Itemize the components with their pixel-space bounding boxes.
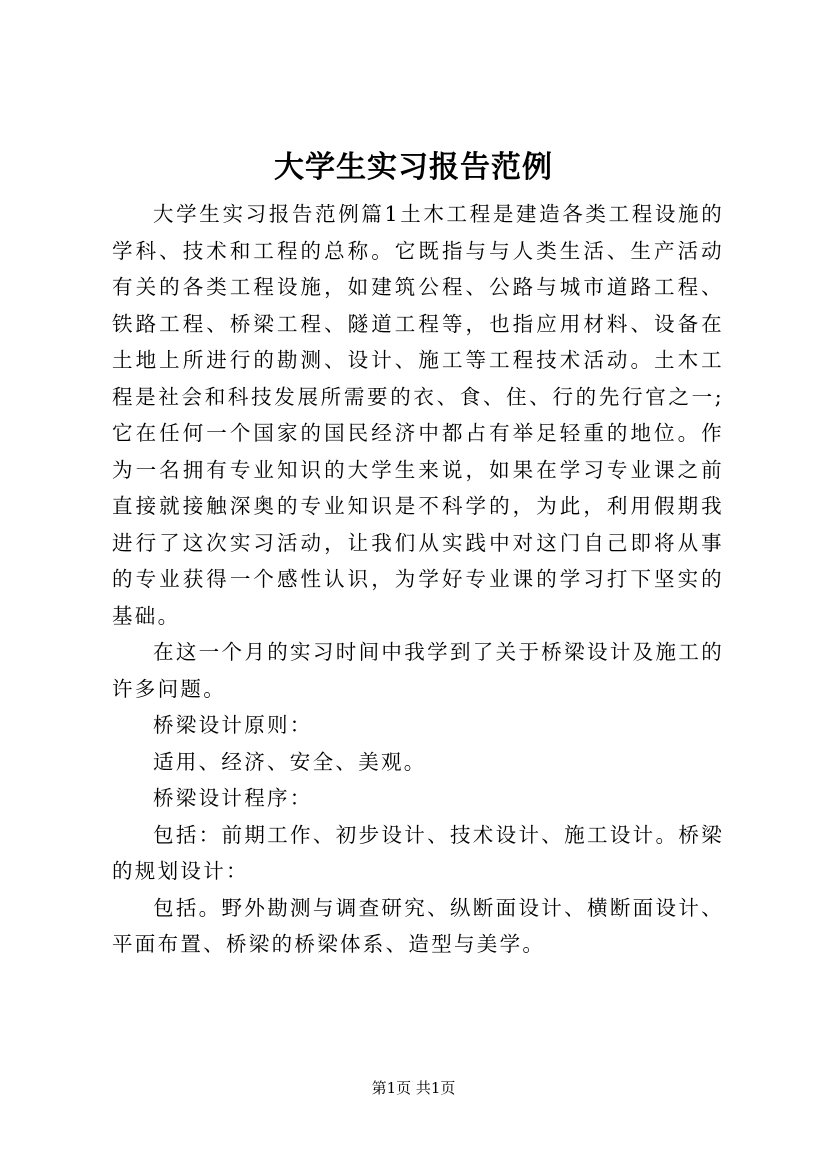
paragraph-intro: 大学生实习报告范例篇1土木工程是建造各类工程设施的学科、技术和工程的总称。它既指与与人类生活、生产活动有关的各类工程设施，如建筑公程、公路与城市道路工程、铁路工程、桥梁工程、隧道工程等，也指应用材料、设备在土地上所进行的勘测、设计、施工等工程技术活动。土木工程是社会和科技发展所需要的衣、食、住、行的先行官之一;它在任何一个国家的国民经济中都占有举足轻重的地位。作为一名拥有专业知识的大学生来说，如果在学习专业课之前直接就接触深奥的专业知识是不科学的，为此，利用假期我进行了这次实习活动，让我们从实践中对这门自己即将从事的专业获得一个感性认识，为学好专业课的学习打下坚实的基础。: [112, 202, 724, 628]
document-title: 大学生实习报告范例: [274, 150, 553, 185]
paragraph-planning-design: 包括。野外勘测与调查研究、纵断面设计、横断面设计、平面布置、桥梁的桥梁体系、造型与美学。: [112, 895, 724, 956]
page-footer: 第1页 共1页: [371, 1079, 456, 1097]
paragraph-design-procedure: 包括：前期工作、初步设计、技术设计、施工设计。桥梁的规划设计：: [112, 822, 724, 883]
paragraph-design-principles: 适用、经济、安全、美观。: [153, 749, 427, 774]
paragraph-design-principles-heading: 桥梁设计原则：: [153, 713, 313, 737]
paragraph-internship-summary: 在这一个月的实习时间中我学到了关于桥梁设计及施工的许多问题。: [112, 640, 724, 701]
paragraph-design-procedure-heading: 桥梁设计程序：: [153, 786, 313, 810]
document-body: [112, 196, 724, 963]
